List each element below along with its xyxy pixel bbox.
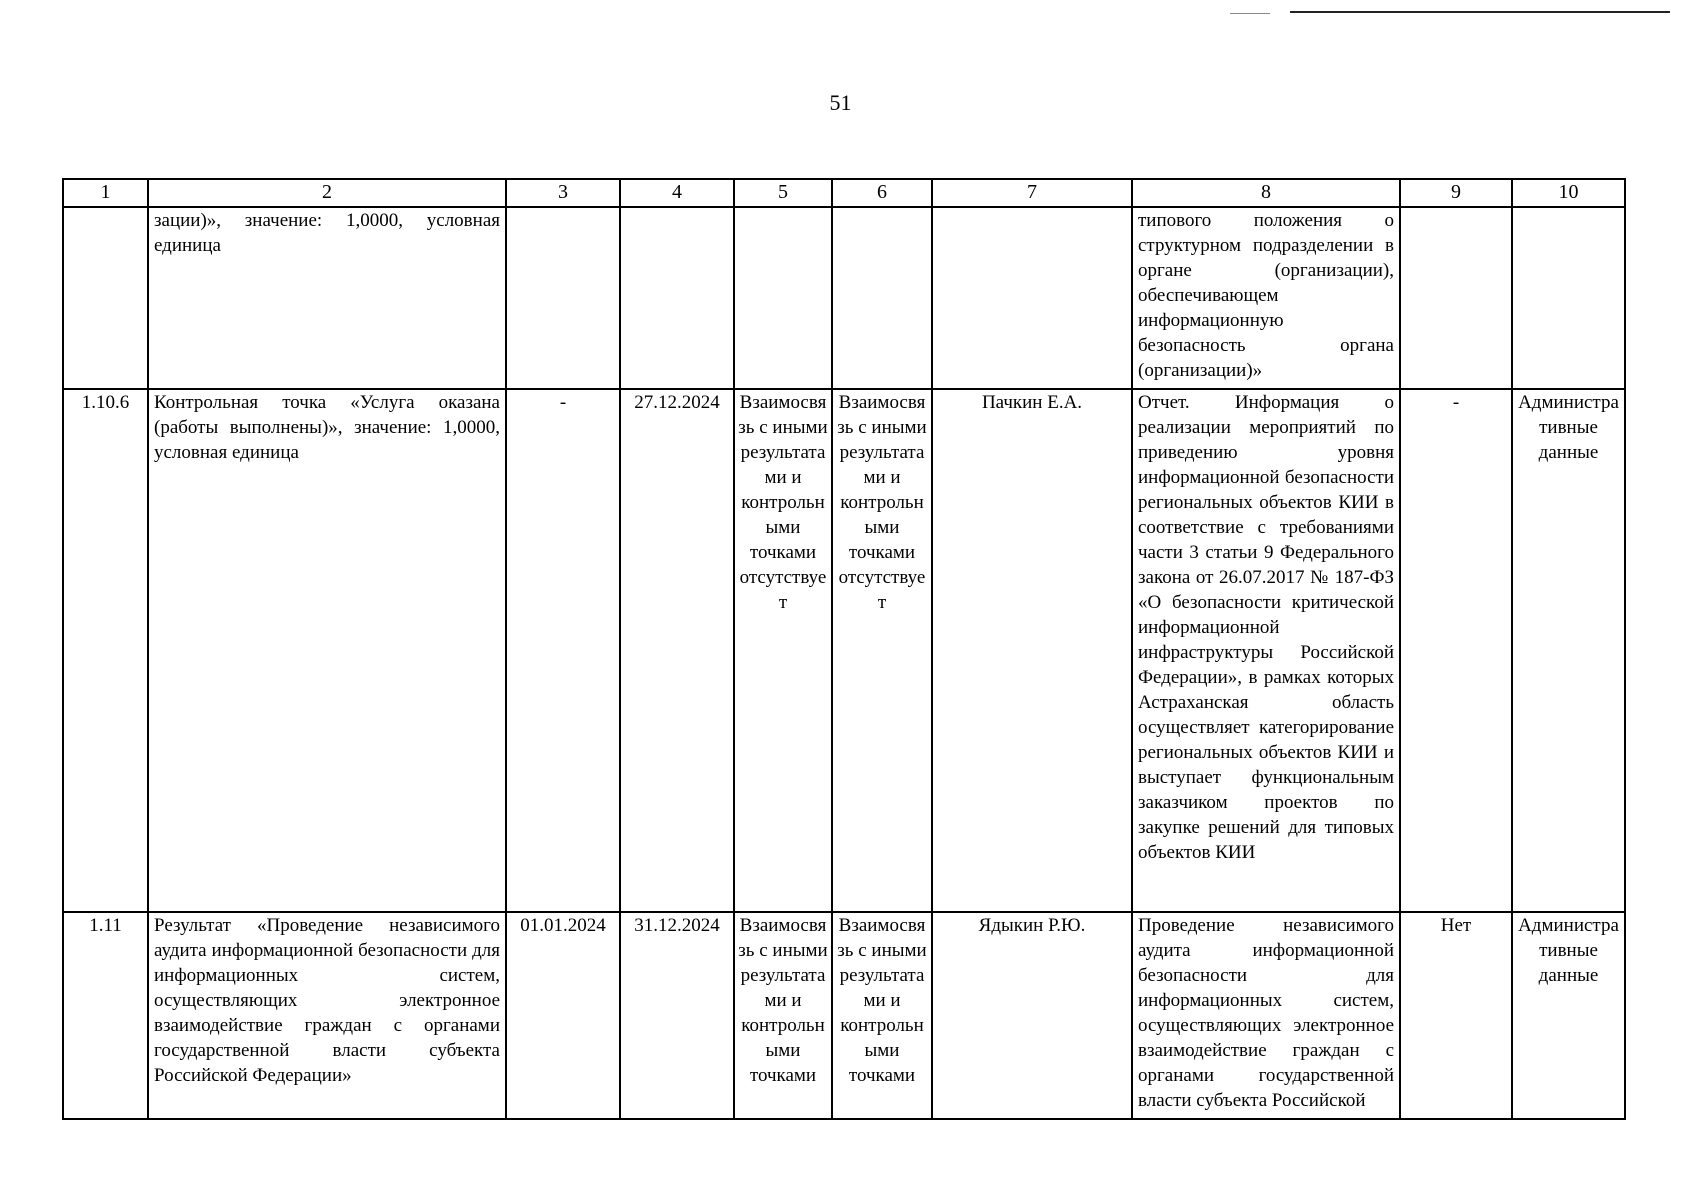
column-header: 6 (832, 179, 932, 207)
column-number-row (63, 179, 1625, 207)
cell-start-date (506, 207, 620, 389)
cell-number: 1.11 (63, 912, 148, 1119)
cell-responsible (932, 207, 1132, 389)
cell-start-date: - (506, 389, 620, 912)
cell-data-source (1512, 207, 1625, 389)
column-header: 7 (932, 179, 1132, 207)
cell-responsible: Пачкин Е.А. (932, 389, 1132, 912)
scan-artifact-line-short (1230, 13, 1270, 14)
page-number: 51 (829, 90, 852, 115)
column-header: 9 (1400, 179, 1512, 207)
cell-responsible: Ядыкин Р.Ю. (932, 912, 1132, 1119)
cell-col5 (734, 207, 832, 389)
column-header: 2 (148, 179, 506, 207)
cell-name: Контрольная точка «Услуга оказана (работы выполнены)», значение: 1,0000, условная единица (148, 389, 506, 912)
cell-data-source: Административные данные (1512, 389, 1625, 912)
cell-col9 (1400, 207, 1512, 389)
column-header: 1 (63, 179, 148, 207)
cell-end-date: 31.12.2024 (620, 912, 734, 1119)
cell-col9: Нет (1400, 912, 1512, 1119)
cell-start-date: 01.01.2024 (506, 912, 620, 1119)
cell-col5: Взаимосвязь с иными результатами и контрольными точками отсутствует (734, 389, 832, 912)
table-row (63, 389, 1625, 912)
cell-number: 1.10.6 (63, 389, 148, 912)
cell-data-source: Административные данные (1512, 912, 1625, 1119)
table-row (63, 207, 1625, 389)
column-header: 4 (620, 179, 734, 207)
column-header: 10 (1512, 179, 1625, 207)
cell-number (63, 207, 148, 389)
cell-col6 (832, 207, 932, 389)
cell-col6: Взаимосвязь с иными результатами и контрольными точками отсутствует (832, 389, 932, 912)
cell-col9: - (1400, 389, 1512, 912)
cell-end-date (620, 207, 734, 389)
table-row (63, 912, 1625, 1119)
document-table (62, 178, 1626, 1120)
cell-description: типового положения о структурном подразделении в органе (организации), обеспечивающем информационную безопасность органа (организации)» (1132, 207, 1400, 389)
column-header: 8 (1132, 179, 1400, 207)
scan-artifact-line (1290, 11, 1670, 13)
cell-name: Результат «Проведение независимого аудита информационной безопасности для информационных систем, осуществляющих электронное взаимодействие граждан с органами государственной власти субъекта Российской Федерации» (148, 912, 506, 1119)
column-header: 5 (734, 179, 832, 207)
cell-end-date: 27.12.2024 (620, 389, 734, 912)
column-header: 3 (506, 179, 620, 207)
cell-name: зации)», значение: 1,0000, условная единица (148, 207, 506, 389)
cell-col5: Взаимосвязь с иными результатами и контрольными точками (734, 912, 832, 1119)
cell-description: Проведение независимого аудита информационной безопасности для информационных систем, осуществляющих электронное взаимодействие граждан с органами государственной власти субъекта Российской (1132, 912, 1400, 1119)
cell-description: Отчет. Информация о реализации мероприятий по приведению уровня информационной безопасности региональных объектов КИИ в соответствие с требованиями части 3 статьи 9 Федерального закона от 26.07.2017 № 187-ФЗ «О безопасности критической информационной инфраструктуры Российской Федерации», в рамках которых Астраханская область осуществляет категорирование региональных объектов КИИ и выступает функциональным заказчиком проектов по закупке решений для типовых объектов КИИ (1132, 389, 1400, 912)
cell-col6: Взаимосвязь с иными результатами и контрольными точками (832, 912, 932, 1119)
